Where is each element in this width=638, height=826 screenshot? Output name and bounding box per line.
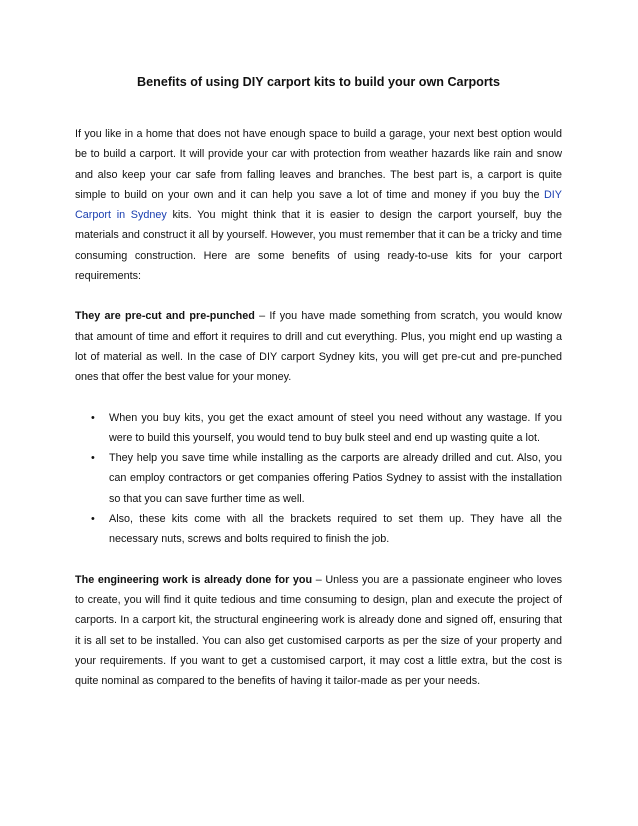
intro-text-after-link: kits. You might think that it is easier to design the carport yourself, buy the materials and construct it all by yourself. However, you must remember that it can be a tricky and time consuming construction. Here are some benefits of using ready-to-use kits for your carport requirements:: [75, 209, 562, 283]
section-engineering-body: – Unless you are a passionate engineer who loves to create, you will find it quite tedious and time consuming to design, plan and execute the project of carports. In a carport kit, the structural engineering work is already done and signed off, ensuring that it is all set to be installed. You can also get customised carports as per the size of your property and your requirements. If you want to get a customised carport, it may cost a little extra, but the cost is quite nominal as compared to the benefits of having it tailor-made as per your needs.: [75, 573, 562, 688]
bullet-icon: •: [91, 513, 95, 526]
document-title: Benefits of using DIY carport kits to build your own Carports: [137, 75, 500, 89]
intro-paragraph: [75, 124, 562, 286]
document-page: [75, 72, 562, 712]
section-engineering-paragraph: [75, 570, 562, 692]
list-item: [75, 408, 562, 449]
list-item-text: Also, these kits come with all the brackets required to set them up. They have all the necessary nuts, screws and bolts required to finish the job.: [109, 513, 562, 546]
bullet-icon: •: [91, 452, 95, 465]
list-item-text: They help you save time while installing as the carports are already drilled and cut. Also, you can employ contractors or get companies offering Patios Sydney to assist with the installation so that you can save further time as well.: [109, 452, 562, 505]
bullet-icon: •: [91, 411, 95, 424]
section-precut-body: – If you have made something from scratch, you would know that amount of time and effort it requires to drill and cut everything. Plus, you might end up wasting a lot of material as well. In the case of DIY carport Sydney kits, you will get pre-cut and pre-punched ones that offer the best value for your money.: [75, 310, 562, 384]
section-precut-heading: They are pre-cut and pre-punched: [75, 310, 255, 323]
section-engineering-heading: The engineering work is already done for you: [75, 573, 313, 586]
list-item-text: When you buy kits, you get the exact amount of steel you need without any wastage. If you were to build this yourself, you would tend to buy bulk steel and end up wasting quite a lot.: [109, 411, 562, 444]
intro-text-before-link: If you like in a home that does not have enough space to build a garage, your next best option would be to build a carport. It will provide your car with protection from weather hazards like rain and snow and also keep your car safe from falling leaves and branches. The best part is, a carport is quite simple to build on your own and it can help you save a lot of time and money if you buy the: [75, 128, 562, 201]
benefits-bullet-list: [75, 408, 562, 550]
section-precut-paragraph: [75, 306, 562, 387]
list-item: [75, 448, 562, 509]
diy-carport-sydney-link[interactable]: DIY Carport in Sydney: [75, 188, 562, 222]
list-item: [75, 509, 562, 550]
